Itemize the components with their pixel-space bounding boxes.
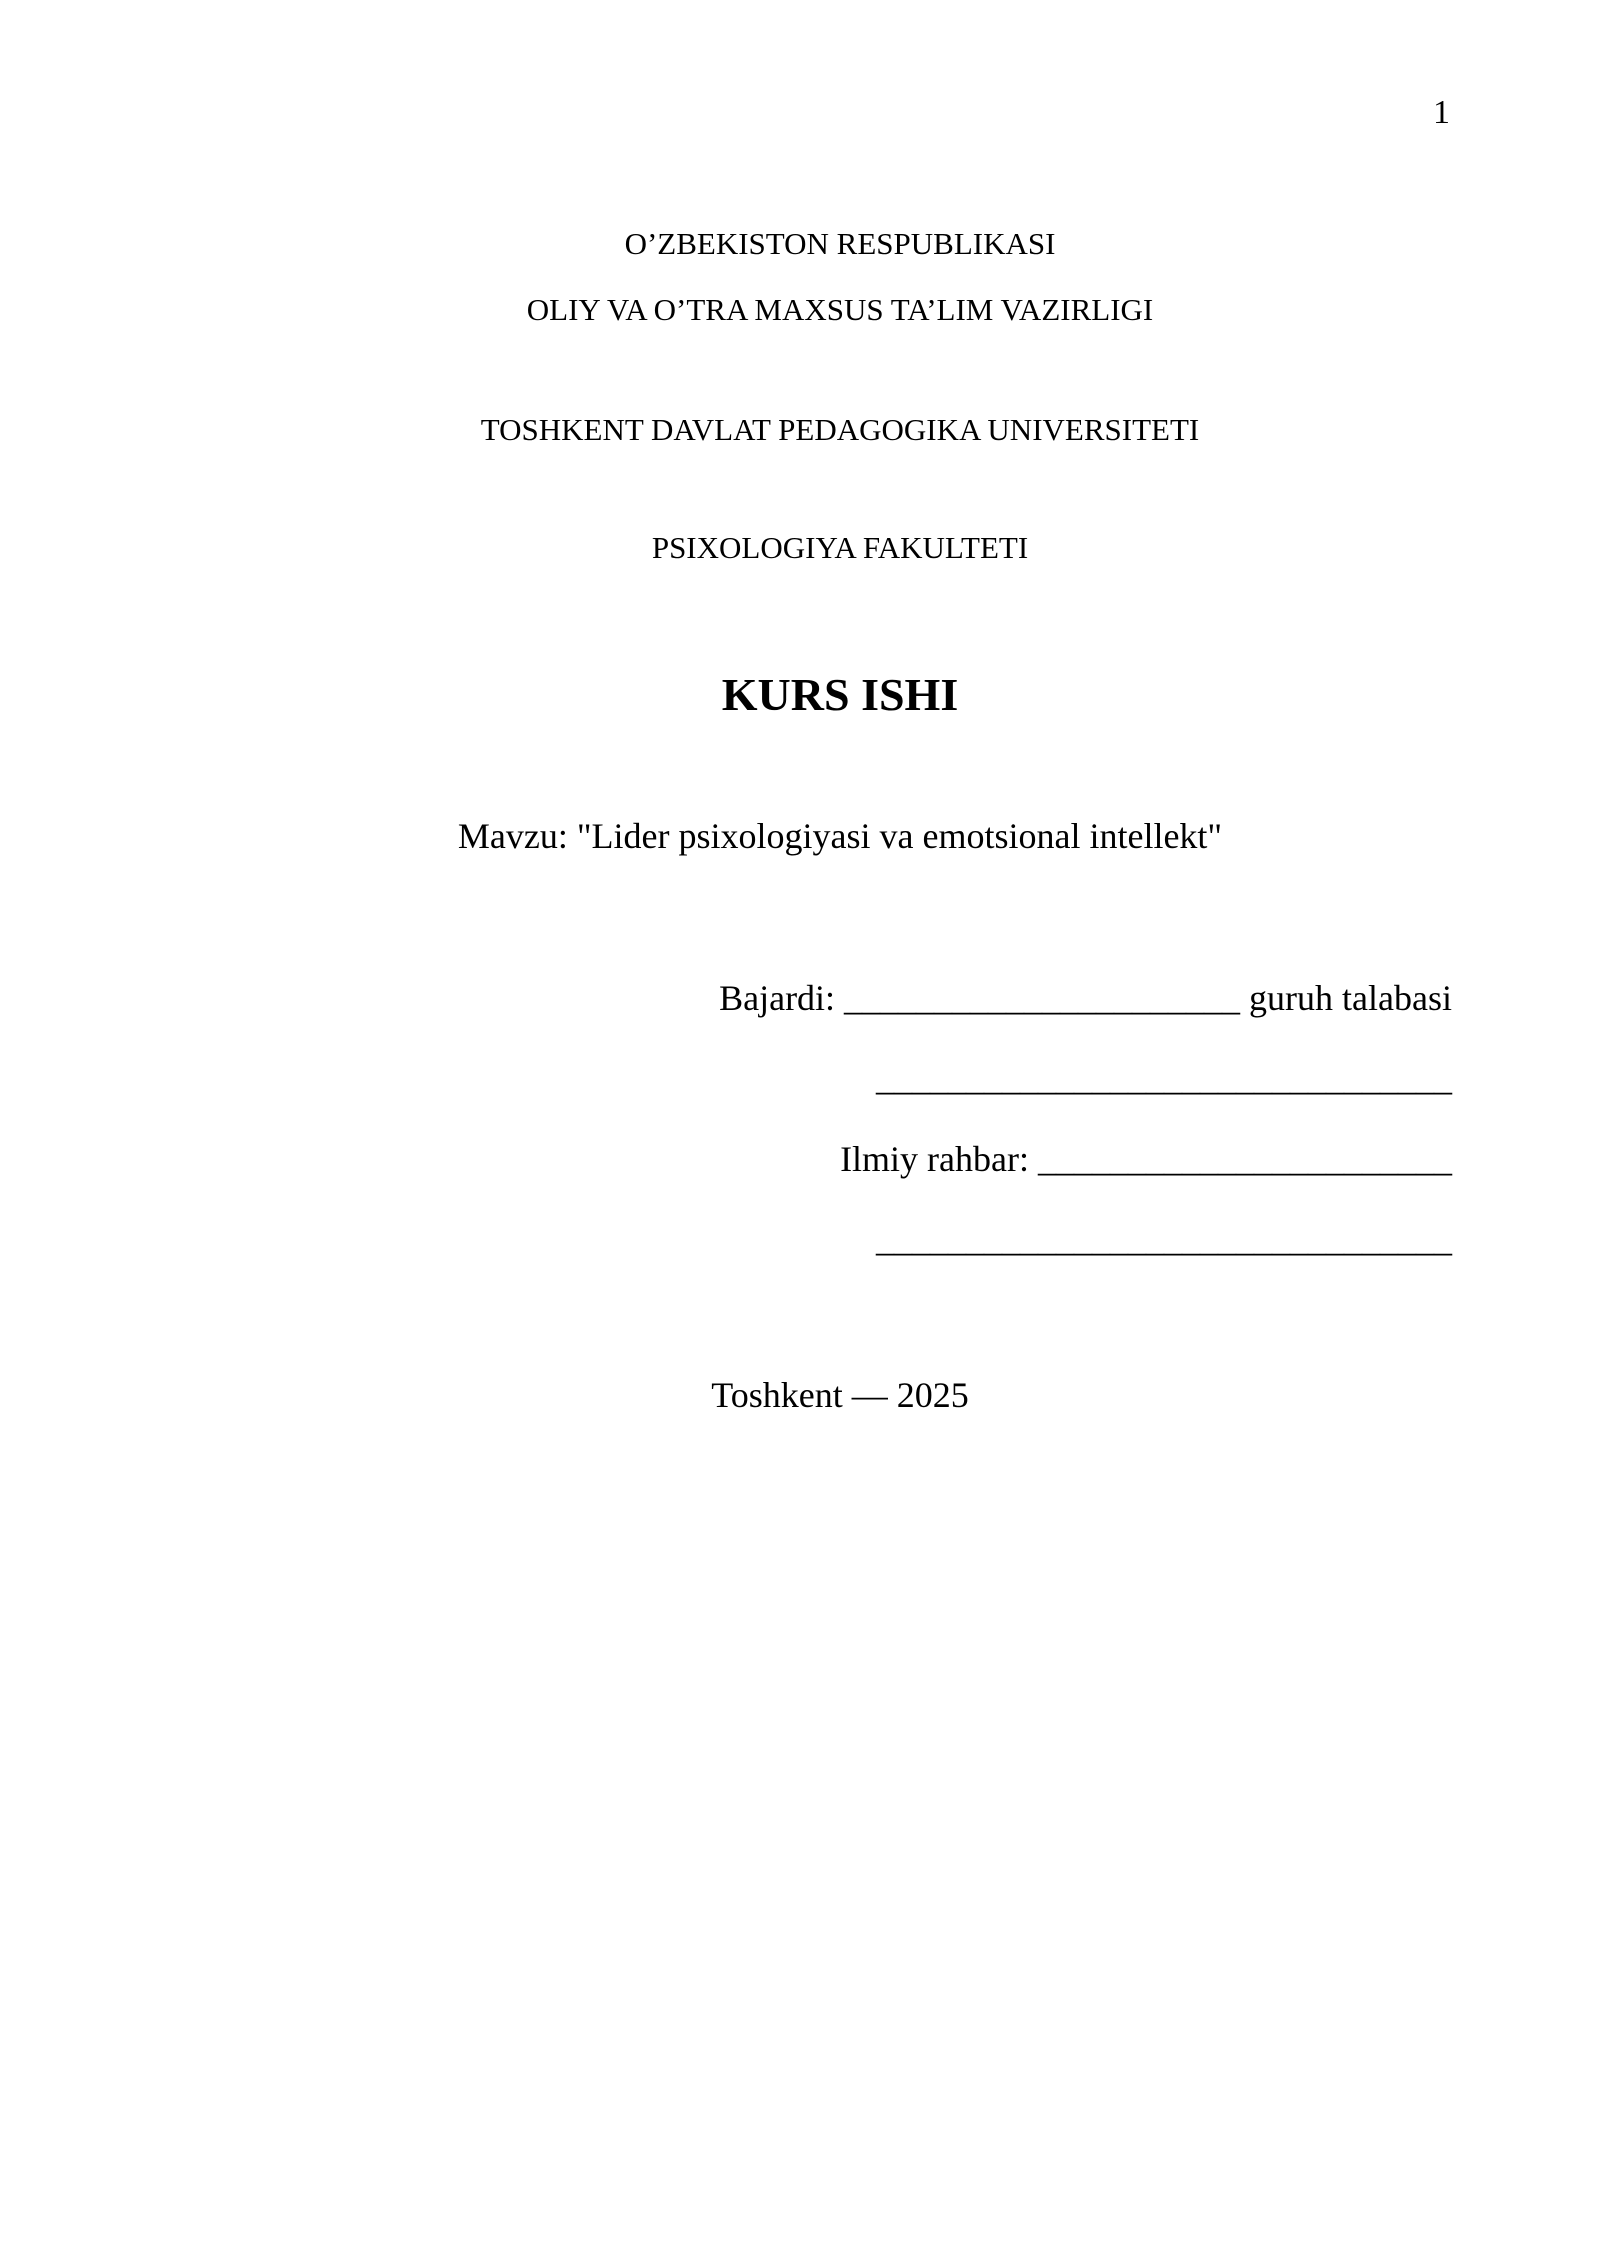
supervisor-line: Ilmiy rahbar: _______________________ xyxy=(840,1139,1452,1179)
faculty-heading: PSIXOLOGIYA FAKULTETI xyxy=(651,530,1029,565)
performed-by-line: Bajardi: ______________________ guruh talabasi xyxy=(719,978,1452,1018)
republic-heading: O’ZBEKISTON RESPUBLIKASI xyxy=(624,226,1056,261)
performed-by-name-line: ________________________________ xyxy=(876,1058,1452,1098)
document-title: KURS ISHI xyxy=(721,669,959,720)
university-heading: TOSHKENT DAVLAT PEDAGOGIKA UNIVERSITETI xyxy=(480,412,1200,447)
page-number: 1 xyxy=(1433,94,1450,131)
ministry-heading: OLIY VA O’TRA MAXSUS TA’LIM VAZIRLIGI xyxy=(526,292,1154,327)
supervisor-name-line: ________________________________ xyxy=(876,1219,1452,1259)
document-topic: Mavzu: "Lider psixologiyasi va emotsional intellekt" xyxy=(457,816,1223,856)
city-year: Toshkent — 2025 xyxy=(711,1375,969,1415)
